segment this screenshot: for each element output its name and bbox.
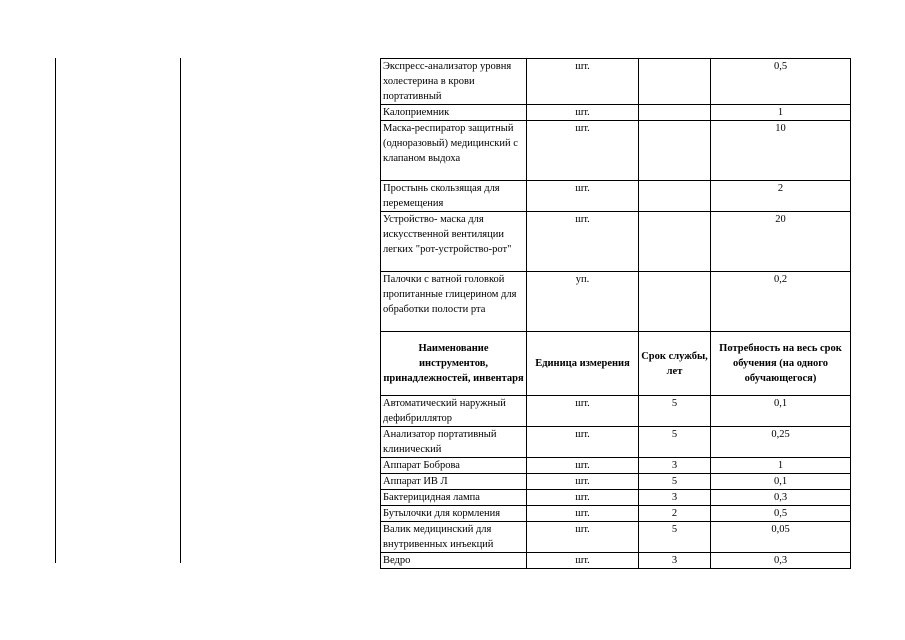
item-name: Ведро (381, 553, 527, 569)
item-need: 0,1 (711, 396, 851, 427)
item-name: Простынь скользящая для перемещения (381, 181, 527, 212)
item-life: 5 (639, 396, 711, 427)
item-life (639, 272, 711, 332)
item-life: 3 (639, 458, 711, 474)
item-name: Устройство- маска для искусственной вентиляции легких "рот-устройство-рот" (381, 212, 527, 272)
table-row (381, 506, 851, 522)
item-unit: уп. (527, 272, 639, 332)
item-unit: шт. (527, 181, 639, 212)
item-life: 5 (639, 427, 711, 458)
item-need: 0,3 (711, 490, 851, 506)
table-row (381, 181, 851, 212)
item-need: 0,25 (711, 427, 851, 458)
table-row (381, 121, 851, 181)
header-life: Срок службы, лет (639, 332, 711, 396)
item-name: Валик медицинский для внутривенных инъекций (381, 522, 527, 553)
table-row (381, 490, 851, 506)
item-life: 5 (639, 522, 711, 553)
item-unit: шт. (527, 522, 639, 553)
item-life (639, 105, 711, 121)
table-row (381, 427, 851, 458)
item-life (639, 212, 711, 272)
table-row (381, 553, 851, 569)
item-name: Анализатор портативный клинический (381, 427, 527, 458)
item-unit: шт. (527, 427, 639, 458)
item-name: Аппарат Боброва (381, 458, 527, 474)
item-unit: шт. (527, 396, 639, 427)
left-column-line (180, 58, 181, 563)
item-unit: шт. (527, 458, 639, 474)
item-need: 20 (711, 212, 851, 272)
header-need: Потребность на весь срок обучения (на одного обучающегося) (711, 332, 851, 396)
item-life: 3 (639, 490, 711, 506)
item-need: 1 (711, 105, 851, 121)
item-need: 2 (711, 181, 851, 212)
equipment-table (380, 58, 851, 569)
item-life (639, 121, 711, 181)
item-unit: шт. (527, 105, 639, 121)
item-name: Бутылочки для кормления (381, 506, 527, 522)
table-row (381, 105, 851, 121)
item-name: Экспресс-анализатор уровня холестерина в крови портативный (381, 59, 527, 105)
item-unit: шт. (527, 212, 639, 272)
item-name: Автоматический наружный дефибриллятор (381, 396, 527, 427)
table-row (381, 59, 851, 105)
item-unit: шт. (527, 121, 639, 181)
table-row (381, 474, 851, 490)
table-row (381, 522, 851, 553)
table-row (381, 272, 851, 332)
item-need: 0,1 (711, 474, 851, 490)
item-need: 0,2 (711, 272, 851, 332)
item-life: 2 (639, 506, 711, 522)
item-unit: шт. (527, 474, 639, 490)
table-row (381, 212, 851, 272)
item-unit: шт. (527, 490, 639, 506)
header-name: Наименование инструментов, принадлежностей, инвентаря (381, 332, 527, 396)
item-need: 0,5 (711, 506, 851, 522)
table-row (381, 396, 851, 427)
item-need: 0,5 (711, 59, 851, 105)
item-need: 10 (711, 121, 851, 181)
item-life (639, 181, 711, 212)
header-unit: Единица измерения (527, 332, 639, 396)
item-life: 3 (639, 553, 711, 569)
item-name: Палочки с ватной головкой пропитанные глицерином для обработки полости рта (381, 272, 527, 332)
item-unit: шт. (527, 59, 639, 105)
item-unit: шт. (527, 506, 639, 522)
item-name: Калоприемник (381, 105, 527, 121)
item-need: 1 (711, 458, 851, 474)
item-unit: шт. (527, 553, 639, 569)
item-name: Бактерицидная лампа (381, 490, 527, 506)
item-need: 0,05 (711, 522, 851, 553)
item-name: Маска-респиратор защитный (одноразовый) медицинский с клапаном выдоха (381, 121, 527, 181)
table-row (381, 458, 851, 474)
left-margin-line (55, 58, 56, 563)
item-name: Аппарат ИВ Л (381, 474, 527, 490)
table-header-row (381, 332, 851, 396)
item-life (639, 59, 711, 105)
item-need: 0,3 (711, 553, 851, 569)
item-life: 5 (639, 474, 711, 490)
